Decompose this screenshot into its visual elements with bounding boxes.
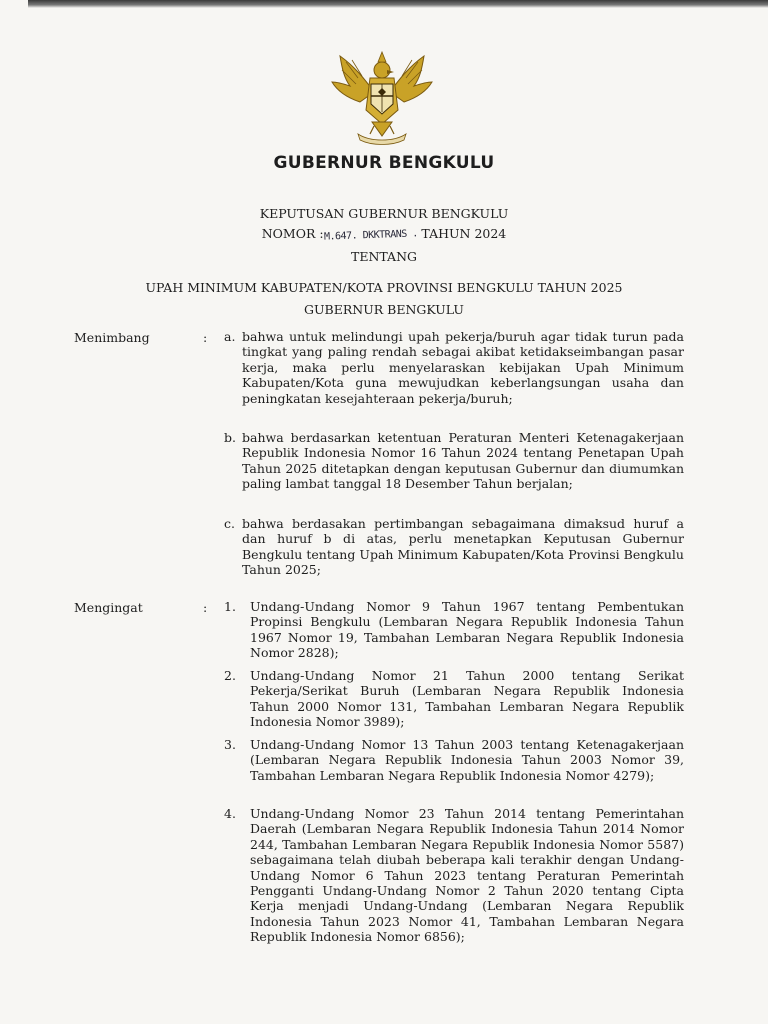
decree-subject: UPAH MINIMUM KABUPATEN/KOTA PROVINSI BENGKULU TAHUN 2025 (145, 280, 623, 295)
item-text: bahwa berdasakan pertimbangan sebagaimana dimaksud huruf a dan huruf b di atas, perlu menetapkan Keputusan Gubernur Bengkulu tentang Upah Minimum Kabupaten/Kota Provinsi Bengkulu Tahun 2025; (242, 516, 684, 578)
nomor-year: TAHUN 2024 (421, 226, 507, 241)
item-marker: c. (224, 516, 235, 531)
item-text: Undang-Undang Nomor 13 Tahun 2003 tentang Ketenagakerjaan (Lembaran Negara Republik Indonesia Tahun 2003 Nomor 39, Tambahan Lembaran Negara Republik Indonesia Nomor 4279); (250, 737, 684, 783)
scan-top-edge (28, 0, 768, 8)
item-text: Undang-Undang Nomor 23 Tahun 2014 tentang Pemerintahan Daerah (Lembaran Negara Republik Indonesia Tahun 2014 Nomor 244, Tambahan Lembaran Negara Republik Indonesia Nomor 5587) sebagaimana telah diubah beberapa kali terakhir dengan Undang-Undang Nomor 6 Tahun 2023 tentang Peraturan Pemerintah Pengganti Undang-Undang Nomor 2 Tahun 2020 tentang Cipta Kerja menjadi Undang-Undang (Lembaran Negara Republik Indonesia Tahun 2023 Nomor 41, Tambahan Lembaran Negara Republik Indonesia Nomor 6856); (250, 806, 684, 945)
mengingat-label: Mengingat (74, 600, 143, 615)
handwritten-number: M.647. DKKTRANS . (323, 228, 418, 243)
item-text: bahwa berdasarkan ketentuan Peraturan Menteri Ketenagakerjaan Republik Indonesia Nomor 16 Tahun 2024 tentang Penetapan Upah Tahun 2025 ditetapkan dengan keputusan Gubernur dan diumumkan paling lambat tanggal 18 Desember Tahun berjalan; (242, 430, 684, 492)
item-marker: a. (224, 329, 236, 344)
garuda-emblem-icon (324, 48, 440, 148)
item-marker: 3. (224, 737, 236, 752)
decree-number-line (0, 226, 768, 241)
item-text: Undang-Undang Nomor 21 Tahun 2000 tentang Serikat Pekerja/Serikat Buruh (Lembaran Negara Republik Indonesia Tahun 2000 Nomor 131, Tambahan Lembaran Negara Republik Indonesia Nomor 3989); (250, 668, 684, 730)
item-marker: 4. (224, 806, 236, 821)
item-marker: 1. (224, 599, 236, 614)
menimbang-label: Menimbang (74, 330, 150, 345)
mengingat-colon: : (203, 600, 208, 615)
decree-label: KEPUTUSAN GUBERNUR BENGKULU (259, 206, 509, 221)
nomor-prefix: NOMOR : (261, 226, 324, 241)
item-text: Undang-Undang Nomor 9 Tahun 1967 tentang Pembentukan Propinsi Bengkulu (Lembaran Negara Republik Indonesia Tahun 1967 Nomor 19, Tambahan Lembaran Negara Republik Indonesia Nomor 2828); (250, 599, 684, 661)
item-marker: 2. (224, 668, 236, 683)
issuer-title: GUBERNUR BENGKULU (304, 302, 464, 317)
menimbang-colon: : (203, 330, 208, 345)
item-text: bahwa untuk melindungi upah pekerja/buruh agar tidak turun pada tingkat yang paling rendah sebagai akibat ketidakseimbangan pasar kerja, maka perlu menyelaraskan kebijakan Upah Minimum Kabupaten/Kota guna mewujudkan keberlangsungan usaha dan peningkatan kesejahteraan pekerja/buruh; (242, 329, 684, 406)
document-title: GUBERNUR BENGKULU (273, 153, 495, 173)
tentang-label: TENTANG (350, 249, 417, 264)
item-marker: b. (224, 430, 236, 445)
